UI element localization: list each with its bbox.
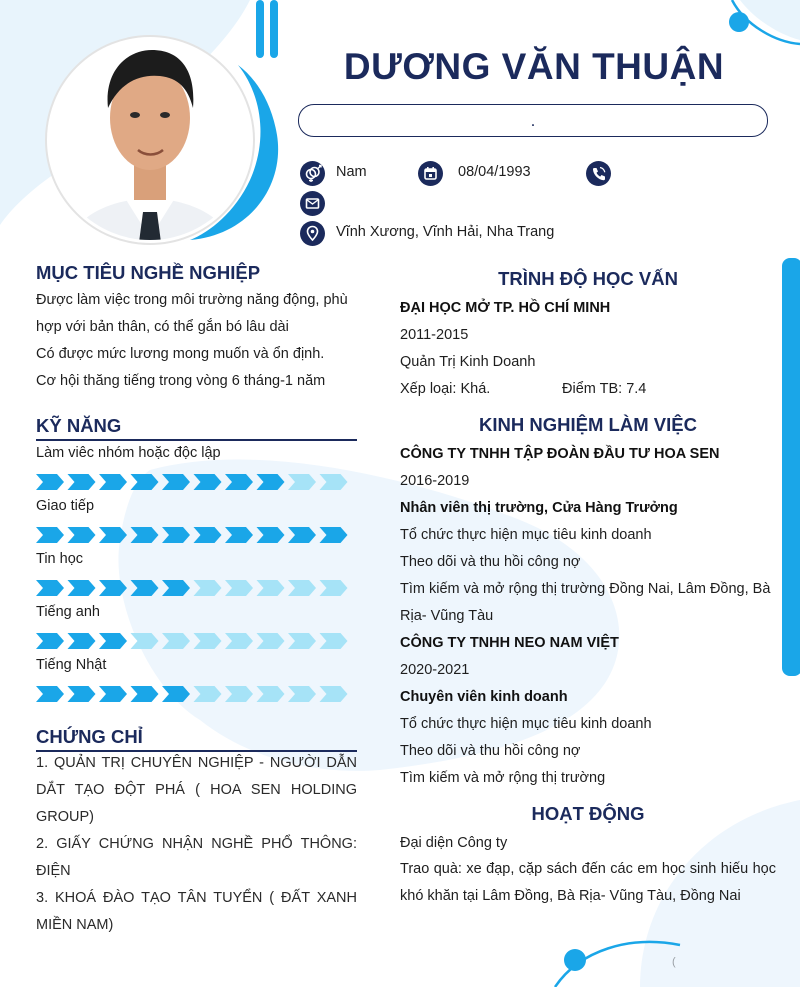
location-icon [300,221,325,246]
certificates-title: CHỨNG CHỈ [36,726,143,747]
skill-segment-empty [320,580,348,596]
objective-line: Được làm việc trong môi trường năng động, phù [36,292,348,308]
gender-text: Nam [336,164,367,180]
skill-segment-filled [68,686,96,702]
job-company: CÔNG TY TNHH TẬP ĐOÀN ĐẦU TƯ HOA SEN [400,446,720,462]
objective-line: hợp với bản thân, có thể gắn bó lâu dài [36,319,289,335]
skill-segment-filled [131,580,159,596]
skill-label: Tiếng anh [36,604,100,620]
skill-segment-filled [36,686,64,702]
skill-segment-filled [68,580,96,596]
objective-line: Có được mức lương mong muốn và ổn định. [36,346,325,362]
job-duty: Tổ chức thực hiện mục tiêu kinh doanh [400,716,652,732]
certificate-item: 1. QUẢN TRỊ CHUYÊN NGHIỆP - NGƯỜI DẪN DẮT TẠO ĐỘT PHÁ ( HOA SEN HOLDING GROUP) [36,755,357,825]
skill-segment-empty [320,474,348,490]
job-duty: Theo dõi và thu hồi công nợ [400,743,581,759]
skill-segment-filled [36,633,64,649]
education-years: 2011-2015 [400,327,469,343]
job-years: 2016-2019 [400,473,470,489]
skill-bar [36,686,351,702]
accent-bar-2 [270,0,278,58]
skill-label: Giao tiếp [36,498,95,514]
job-company: CÔNG TY TNHH NEO NAM VIỆT [400,635,619,651]
accent-dot-bottom [564,949,586,971]
skill-segment-filled [99,580,127,596]
accent-bar-right [782,258,800,676]
education-rank: Xếp loại: Khá. [400,381,491,397]
full-name: DƯƠNG VĂN THUẬN [343,46,725,87]
skill-segment-filled [36,580,64,596]
certificate-item: 2. GIẤY CHỨNG NHẬN NGHỀ PHỔ THÔNG: ĐIỆN [36,836,357,879]
skill-label: Tiếng Nhật [36,657,107,673]
skill-segment-filled [131,474,159,490]
skill-segment-empty [257,580,285,596]
skill-segment-filled [68,474,96,490]
skill-segment-empty [257,633,285,649]
phone-icon [586,161,611,186]
skill-segment-filled [99,633,127,649]
calendar-icon [418,161,443,186]
education-title: TRÌNH ĐỘ HỌC VẤN [498,268,678,289]
job-duty: Tổ chức thực hiện mục tiêu kinh doanh [400,527,652,543]
job-role: Chuyên viên kinh doanh [400,689,568,705]
skill-bar [36,633,351,649]
skill-segment-filled [225,527,253,543]
skill-segment-empty [194,580,222,596]
skill-label: Làm viêc nhóm hoặc độc lập [36,445,221,461]
skill-segment-empty [225,580,253,596]
skill-segment-filled [194,527,222,543]
skill-segment-empty [131,633,159,649]
skill-segment-empty [288,633,316,649]
activity-line: Đại diện Công ty [400,835,508,851]
skill-segment-filled [194,474,222,490]
skill-segment-empty [288,474,316,490]
skill-segment-empty [257,686,285,702]
job-role: Nhân viên thị trường, Cửa Hàng Trưởng [400,500,678,516]
skill-segment-filled [99,474,127,490]
activities-title: HOẠT ĐỘNG [531,803,645,824]
skill-segment-filled [99,686,127,702]
skill-segment-filled [162,527,190,543]
address-text: Vĩnh Xương, Vĩnh Hải, Nha Trang [336,224,555,240]
skills-divider [36,439,357,441]
birthdate-text: 08/04/1993 [458,164,531,180]
skill-segment-empty [194,633,222,649]
skill-bar [36,580,351,596]
skill-bar [36,527,351,543]
skill-segment-filled [68,633,96,649]
experience-title: KINH NGHIỆM LÀM VIỆC [479,414,697,435]
education-school: ĐẠI HỌC MỞ TP. HỒ CHÍ MINH [400,300,611,316]
skill-segment-filled [257,474,285,490]
skill-segment-filled [99,527,127,543]
skill-segment-empty [162,633,190,649]
objective-title: MỤC TIÊU NGHỀ NGHIỆP [36,262,261,283]
email-icon [300,191,325,216]
skills-title: KỸ NĂNG [36,415,122,436]
accent-bar-1 [256,0,264,58]
activity-line: Trao quà: xe đạp, cặp sách đến các em học sinh hiếu học khó khăn tại Lâm Đồng, Bà Rịa- Vũng Tàu, Đồng Nai [400,861,776,904]
education-major: Quản Trị Kinh Doanh [400,354,536,370]
skill-segment-filled [320,527,348,543]
skill-segment-filled [288,527,316,543]
skill-segment-empty [320,633,348,649]
job-years: 2020-2021 [400,662,470,678]
skill-segment-filled [225,474,253,490]
skill-bar [36,474,351,490]
skill-segment-empty [225,686,253,702]
education-gpa: Điểm TB: 7.4 [562,381,647,397]
job-duty: Tìm kiếm và mở rộng thị trường [400,770,606,786]
job-duty: Tìm kiếm và mở rộng thị trường Đồng Nai, Lâm Đồng, Bà [400,581,771,597]
skill-segment-filled [36,527,64,543]
skill-segment-filled [36,474,64,490]
skill-segment-empty [288,686,316,702]
skill-segment-empty [288,580,316,596]
skill-segment-filled [257,527,285,543]
subtitle-pill: . [298,104,768,137]
skill-segment-filled [162,580,190,596]
footer-mark: ( [672,956,676,968]
skill-segment-empty [194,686,222,702]
job-duty: Theo dõi và thu hồi công nợ [400,554,581,570]
skill-segment-filled [131,527,159,543]
skill-segment-filled [131,686,159,702]
skill-segment-empty [320,686,348,702]
skill-segment-filled [162,686,190,702]
accent-dot-top [729,12,749,32]
skill-segment-empty [225,633,253,649]
skill-segment-filled [162,474,190,490]
certificate-item: 3. KHOÁ ĐÀO TẠO TÂN TUYỂN ( ĐẤT XANH MIỀN NAM) [36,890,357,933]
skill-label: Tin học [36,551,84,567]
objective-line: Cơ hội thăng tiếng trong vòng 6 tháng-1 năm [36,373,326,389]
job-duty: Rịa- Vũng Tàu [400,608,494,624]
gender-icon [300,161,325,186]
skill-segment-filled [68,527,96,543]
